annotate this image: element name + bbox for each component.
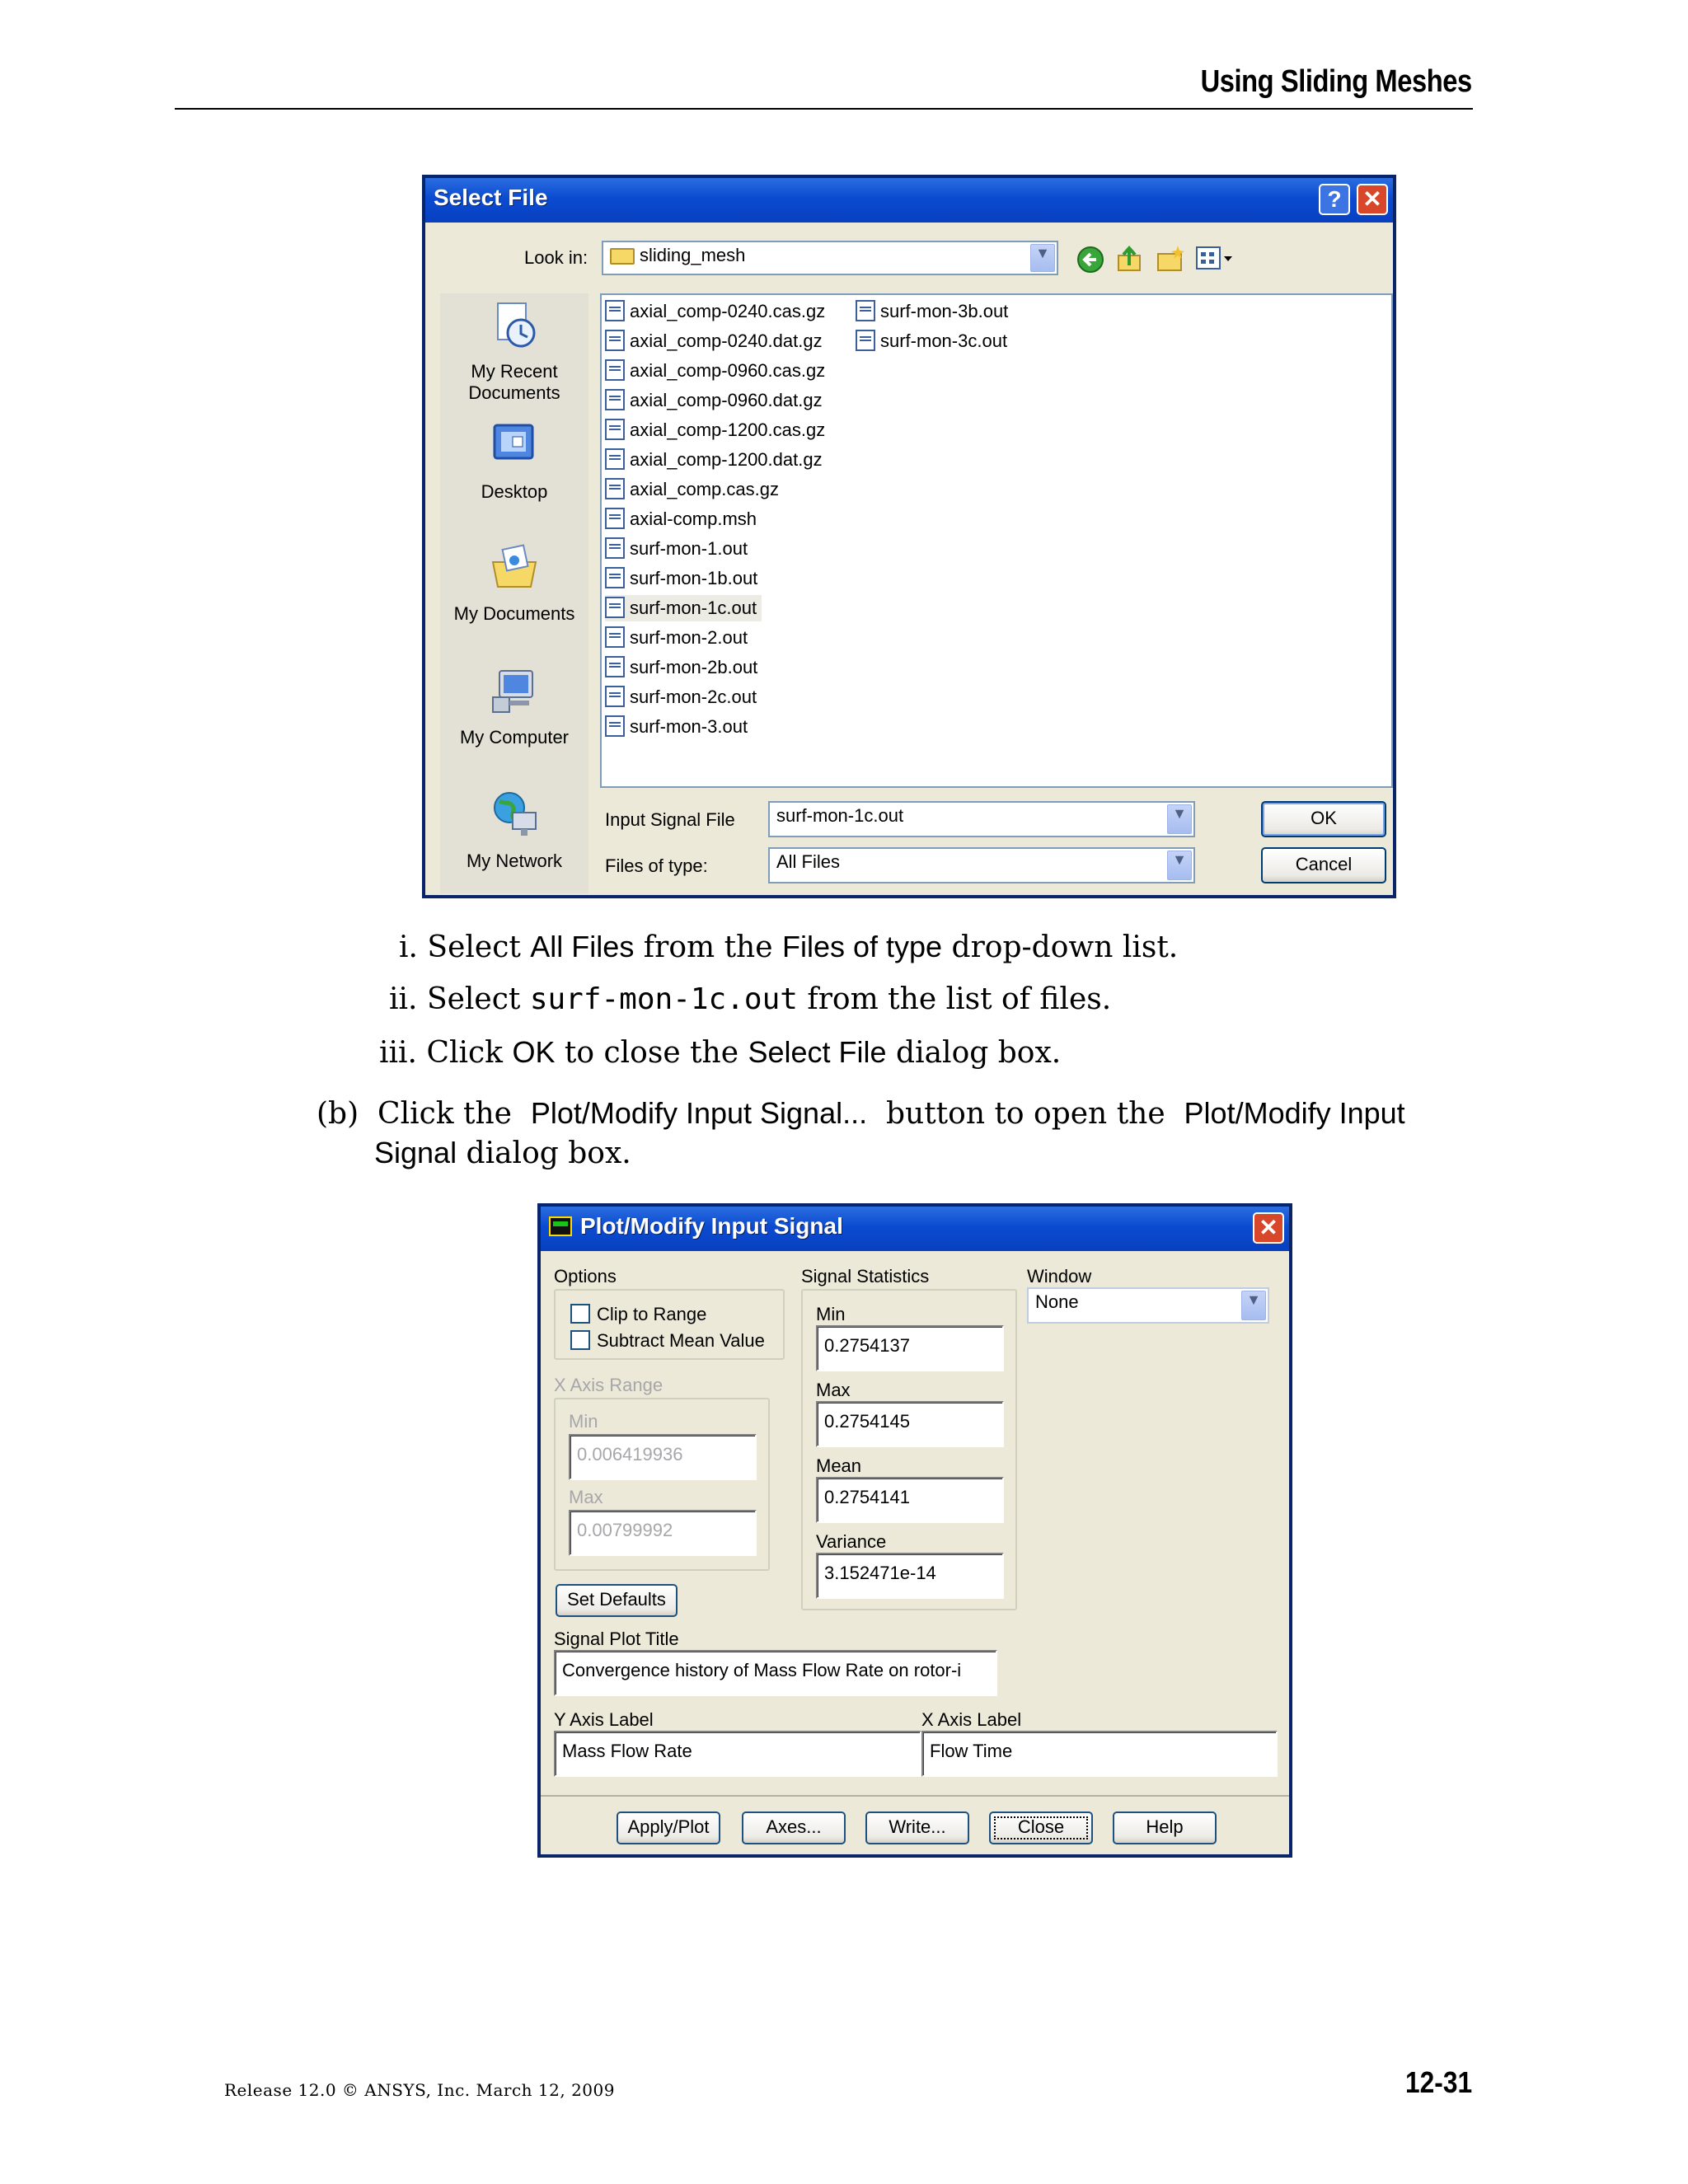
- look-in-label: Look in:: [524, 247, 588, 268]
- file-item[interactable]: surf-mon-2b.out: [605, 654, 757, 681]
- place-desktop[interactable]: [444, 419, 584, 503]
- clip-to-range-label: Clip to Range: [597, 1304, 707, 1324]
- step-ii: ii. Select surf-mon-1c.out from the list of files.: [389, 982, 1112, 1016]
- options-label: Options: [554, 1266, 617, 1286]
- files-of-type-label: Files of type:: [605, 855, 708, 876]
- range-max-label: Max: [569, 1487, 603, 1507]
- file-item[interactable]: surf-mon-1.out: [605, 536, 748, 562]
- help-button[interactable]: Help: [1113, 1811, 1217, 1844]
- chevron-down-icon[interactable]: ▼: [1030, 244, 1055, 272]
- close-dialog-button[interactable]: Close: [989, 1811, 1093, 1844]
- place-my-computer[interactable]: [444, 664, 584, 748]
- y-axis-label-label: Y Axis Label: [554, 1709, 654, 1730]
- signal-plot-title-label: Signal Plot Title: [554, 1629, 679, 1649]
- dialog-title: Plot/Modify Input Signal: [580, 1213, 843, 1239]
- range-max-input[interactable]: 0.00799992: [569, 1510, 757, 1556]
- file-item[interactable]: surf-mon-2c.out: [605, 684, 757, 710]
- place-label-line2: Documents: [468, 382, 560, 403]
- file-item[interactable]: surf-mon-3c.out: [856, 328, 1007, 354]
- page-number: 12-31: [1404, 2065, 1472, 2099]
- look-in-value: sliding_mesh: [640, 245, 746, 265]
- ok-button[interactable]: OK: [1261, 801, 1386, 837]
- back-icon[interactable]: [1076, 246, 1104, 274]
- file-icon: [605, 300, 625, 321]
- file-icon: [605, 419, 625, 440]
- stat-mean-label: Mean: [816, 1455, 862, 1476]
- file-icon: [605, 478, 625, 499]
- file-icon: [605, 359, 625, 381]
- file-item-selected[interactable]: surf-mon-1c.out: [605, 595, 762, 621]
- clip-to-range-checkbox[interactable]: [570, 1304, 590, 1324]
- file-item[interactable]: axial_comp-0960.cas.gz: [605, 358, 825, 384]
- signal-statistics-label: Signal Statistics: [801, 1266, 930, 1286]
- place-my-documents[interactable]: [444, 541, 584, 625]
- file-item[interactable]: surf-mon-1b.out: [605, 565, 757, 592]
- step-b: (b) Click the Plot/Modify Input Signal... button to open the Plot/Modify Input: [316, 1096, 1405, 1131]
- stat-min-label: Min: [816, 1304, 846, 1324]
- file-icon: [605, 715, 625, 737]
- place-label: Desktop: [481, 481, 548, 502]
- stat-variance-value: 3.152471e-14: [816, 1553, 1004, 1599]
- place-label: My Network: [466, 851, 563, 871]
- footer-release: Release 12.0 © ANSYS, Inc. March 12, 2009: [224, 2080, 615, 2100]
- file-item[interactable]: axial_comp-0240.dat.gz: [605, 328, 823, 354]
- place-my-network[interactable]: [444, 788, 584, 872]
- axes-button[interactable]: Axes...: [742, 1811, 846, 1844]
- subtract-mean-checkbox[interactable]: [570, 1330, 590, 1350]
- page-header-title: Using Sliding Meshes: [1200, 64, 1472, 99]
- stat-mean-value: 0.2754141: [816, 1477, 1004, 1523]
- file-icon: [605, 656, 625, 677]
- file-icon: [856, 330, 875, 351]
- file-icon: [605, 330, 625, 351]
- file-item[interactable]: axial-comp.msh: [605, 506, 757, 532]
- places-bar: [440, 293, 588, 893]
- x-axis-label-input[interactable]: Flow Time: [921, 1731, 1278, 1777]
- file-icon: [605, 626, 625, 648]
- file-item[interactable]: axial_comp-1200.cas.gz: [605, 417, 825, 443]
- up-folder-icon[interactable]: [1116, 244, 1144, 274]
- file-icon: [605, 389, 625, 410]
- file-item[interactable]: axial_comp-0960.dat.gz: [605, 387, 823, 414]
- range-min-label: Min: [569, 1411, 598, 1432]
- view-menu-icon[interactable]: [1195, 246, 1235, 272]
- place-my-recent-documents[interactable]: [444, 298, 584, 404]
- new-folder-icon[interactable]: [1156, 244, 1185, 274]
- set-defaults-button[interactable]: Set Defaults: [556, 1584, 678, 1617]
- file-item[interactable]: axial_comp.cas.gz: [605, 476, 779, 503]
- stat-min-value: 0.2754137: [816, 1325, 1004, 1371]
- window-dropdown[interactable]: [1027, 1287, 1269, 1324]
- input-signal-file-label: Input Signal File: [605, 809, 735, 830]
- my-computer-icon: [488, 664, 541, 717]
- title-bar: [541, 1207, 1289, 1251]
- y-axis-label-input[interactable]: Mass Flow Rate: [554, 1731, 921, 1777]
- window-value: None: [1035, 1291, 1079, 1312]
- file-icon: [605, 537, 625, 559]
- stat-max-label: Max: [816, 1380, 851, 1400]
- close-button[interactable]: ✕: [1357, 184, 1388, 215]
- close-button[interactable]: ✕: [1253, 1212, 1284, 1244]
- signal-plot-title-input[interactable]: Convergence history of Mass Flow Rate on rotor-i: [554, 1650, 997, 1696]
- file-item[interactable]: axial_comp-1200.dat.gz: [605, 447, 823, 473]
- help-button[interactable]: ?: [1319, 184, 1350, 215]
- stat-variance-label: Variance: [816, 1531, 887, 1552]
- range-min-input[interactable]: 0.006419936: [569, 1434, 757, 1480]
- input-signal-file-combo[interactable]: [768, 801, 1195, 837]
- subtract-mean-label: Subtract Mean Value: [597, 1330, 765, 1351]
- select-file-dialog: [422, 175, 1396, 898]
- look-in-dropdown[interactable]: [602, 241, 1058, 275]
- files-of-type-value: All Files: [776, 851, 841, 872]
- my-network-icon: [488, 788, 541, 841]
- step-b-cont: Signal dialog box.: [374, 1136, 631, 1170]
- input-signal-file-value: surf-mon-1c.out: [776, 805, 904, 826]
- place-label: My Recent: [471, 361, 558, 382]
- dialog-title: Select File: [434, 185, 548, 210]
- write-button[interactable]: Write...: [865, 1811, 969, 1844]
- file-icon: [605, 597, 625, 618]
- files-of-type-dropdown[interactable]: [768, 847, 1195, 883]
- file-item[interactable]: surf-mon-2.out: [605, 625, 748, 651]
- file-icon: [605, 567, 625, 588]
- file-icon: [605, 448, 625, 470]
- file-list[interactable]: [600, 293, 1393, 788]
- step-iii: iii. Click OK to close the Select File dialog box.: [379, 1035, 1062, 1070]
- desktop-icon: [488, 419, 541, 471]
- file-item[interactable]: surf-mon-3b.out: [856, 298, 1008, 325]
- chevron-down-icon[interactable]: ▼: [1167, 851, 1192, 880]
- button-separator: [541, 1795, 1289, 1797]
- file-icon: [605, 686, 625, 707]
- header-rule: [175, 108, 1473, 110]
- plot-modify-input-signal-dialog: [537, 1203, 1292, 1858]
- x-axis-range-label: X Axis Range: [554, 1375, 663, 1395]
- file-item[interactable]: surf-mon-3.out: [605, 714, 748, 740]
- x-axis-label-label: X Axis Label: [921, 1709, 1022, 1730]
- folder-icon: [610, 248, 635, 265]
- step-i: i. Select All Files from the Files of type drop-down list.: [399, 930, 1179, 964]
- recent-documents-icon: [488, 298, 541, 351]
- chevron-down-icon[interactable]: ▼: [1167, 804, 1192, 834]
- window-label: Window: [1027, 1266, 1092, 1286]
- fluent-app-icon: [549, 1216, 572, 1236]
- place-label: My Computer: [459, 727, 570, 748]
- stat-max-value: 0.2754145: [816, 1401, 1004, 1447]
- cancel-button[interactable]: Cancel: [1261, 847, 1386, 883]
- apply-plot-button[interactable]: Apply/Plot: [617, 1811, 720, 1844]
- my-documents-icon: [488, 541, 541, 593]
- chevron-down-icon[interactable]: ▼: [1241, 1291, 1266, 1320]
- file-icon: [856, 300, 875, 321]
- file-icon: [605, 508, 625, 529]
- file-item[interactable]: axial_comp-0240.cas.gz: [605, 298, 825, 325]
- place-label: My Documents: [453, 603, 575, 624]
- title-bar: [425, 178, 1393, 223]
